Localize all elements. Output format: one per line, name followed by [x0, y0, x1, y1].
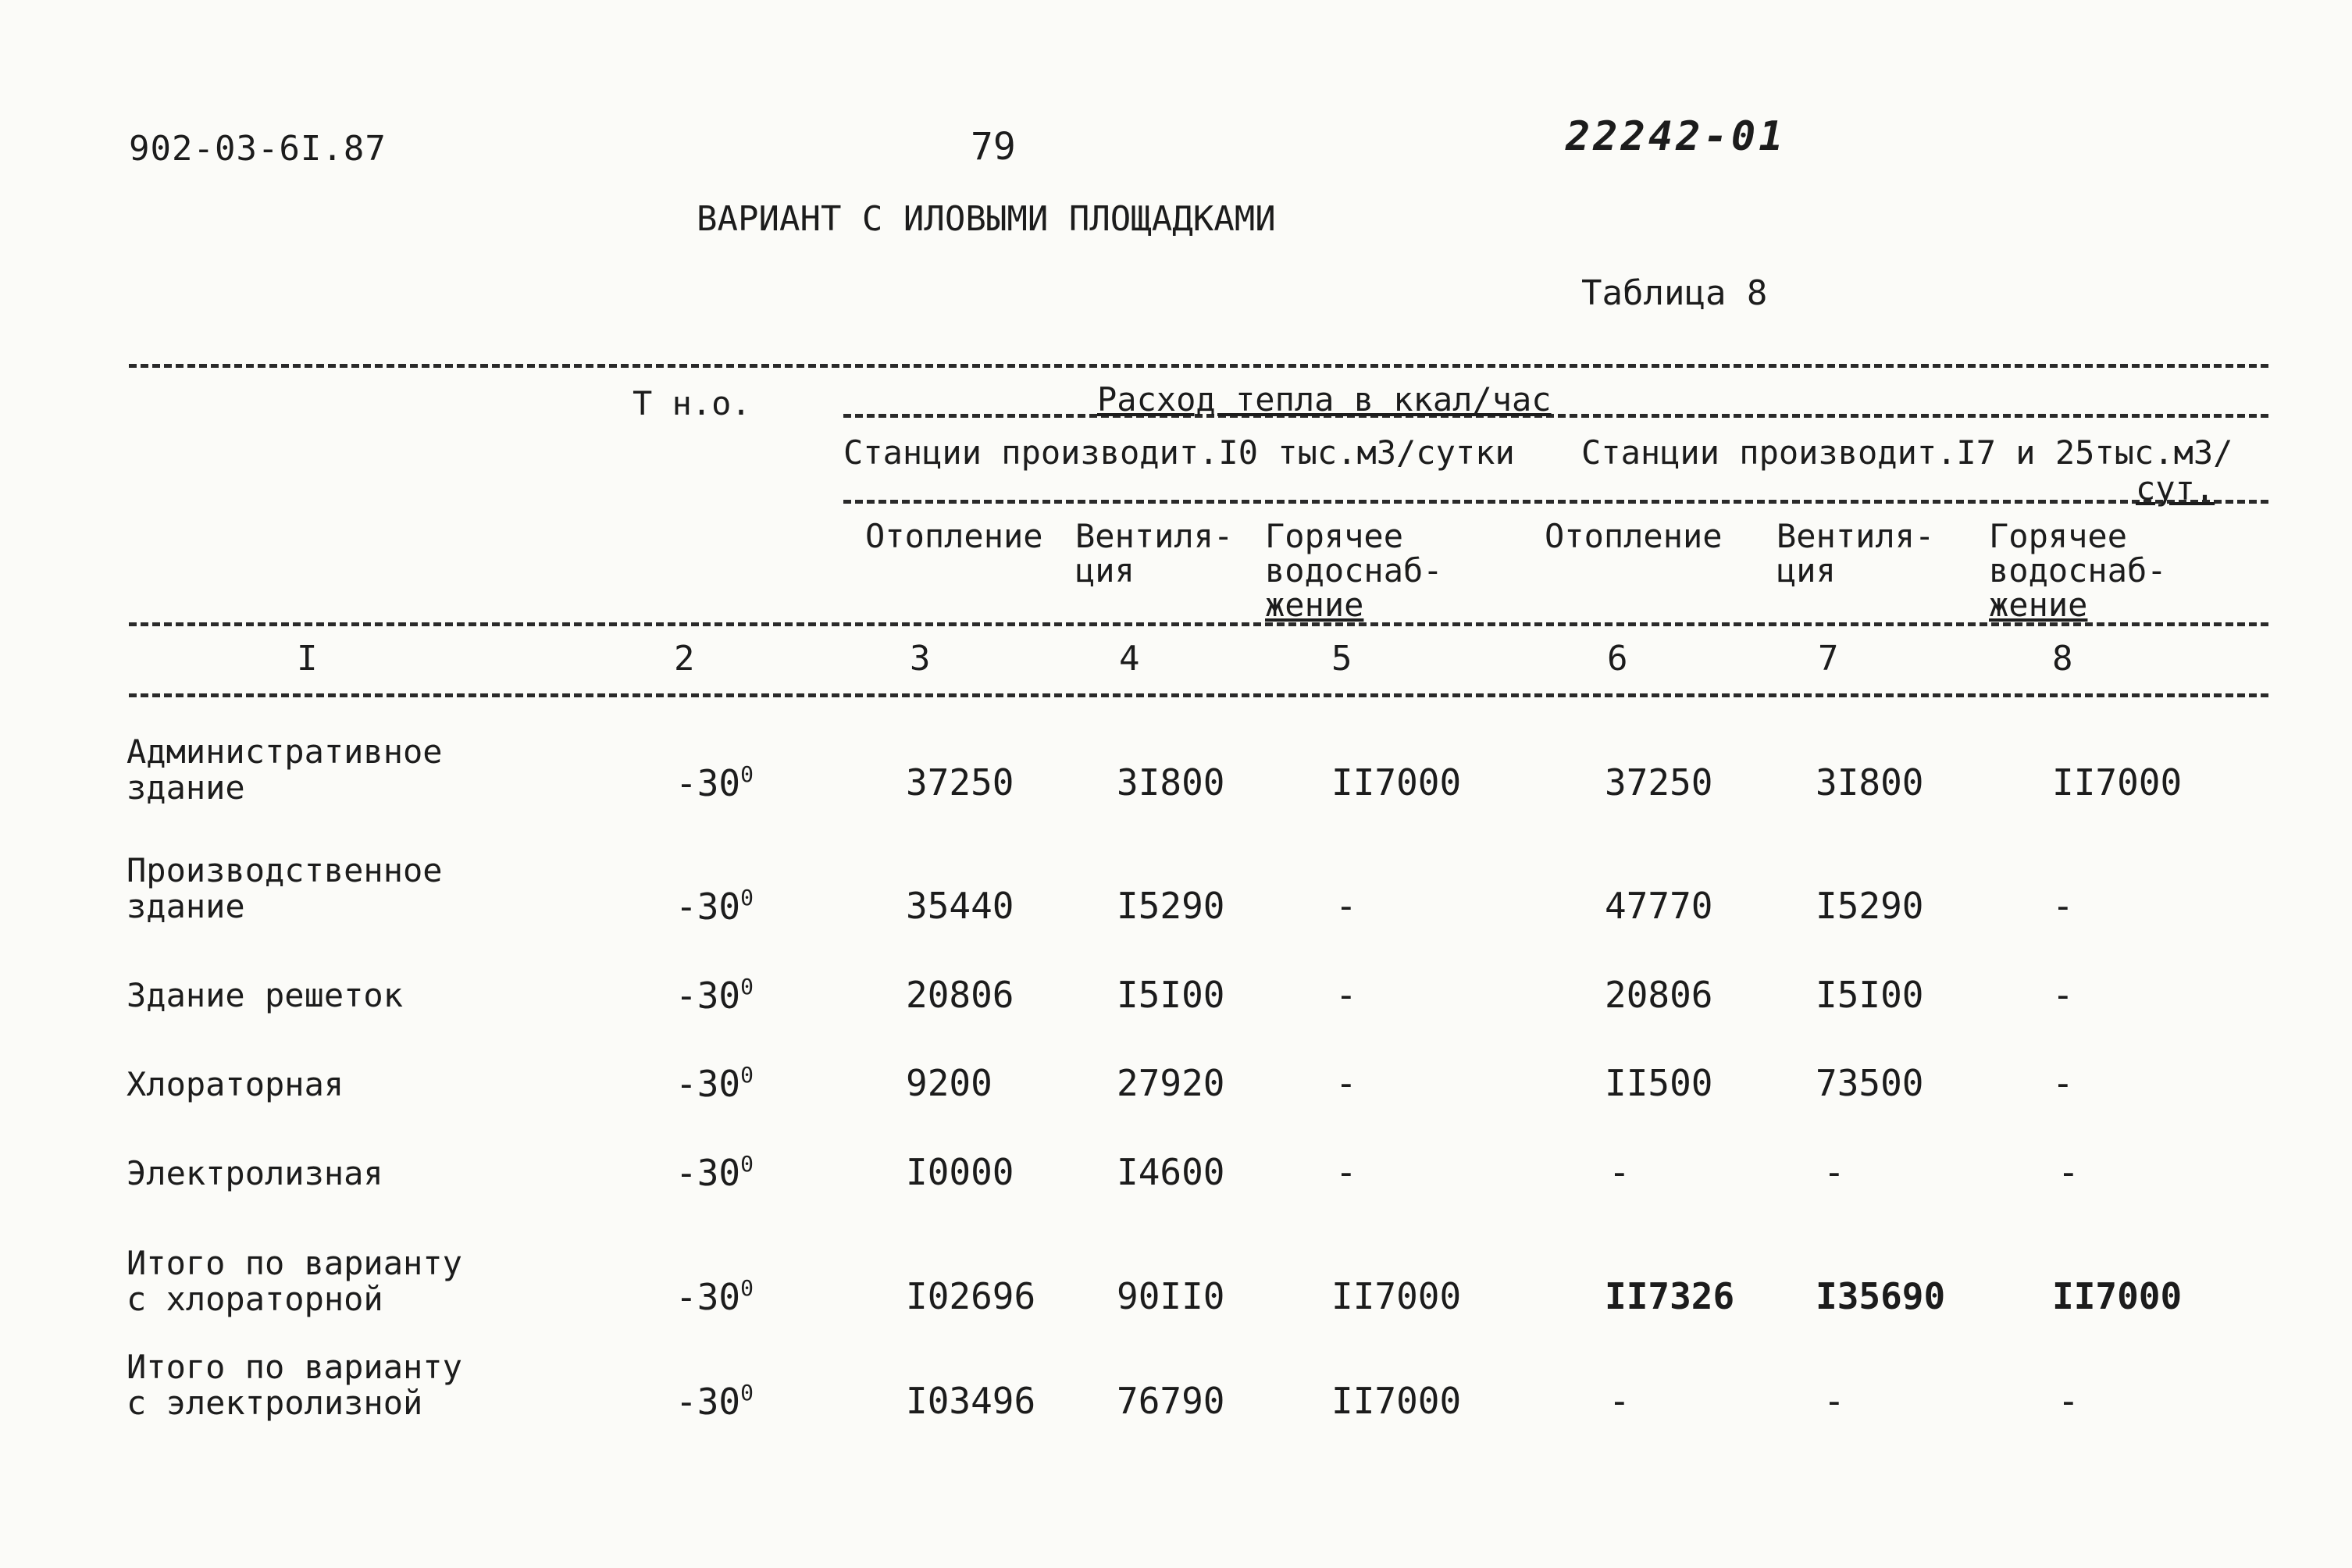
row-total-electrolysis-c5: II7000 — [1331, 1380, 1462, 1422]
row-total-electrolysis-c8: - — [2058, 1380, 2079, 1422]
row-chlorination-c7: 73500 — [1816, 1062, 1924, 1104]
station-10k-header: Станции производит.I0 тыс.м3/сутки — [843, 433, 1515, 472]
row-admin-c5: II7000 — [1331, 761, 1462, 804]
row-electrolysis-temp — [675, 1151, 754, 1194]
row-screens-c8: - — [2052, 974, 2074, 1016]
row-total-chlorination-c7: I35690 — [1816, 1275, 1946, 1317]
row-total-chlorination-c4: 90II0 — [1117, 1275, 1225, 1317]
temp-value: -30 — [675, 886, 741, 928]
row-screens-c5: - — [1335, 974, 1357, 1016]
row-total-electrolysis-temp — [675, 1380, 754, 1423]
hot-water-header-2 — [1989, 519, 2167, 622]
row-label-admin-line1: Административное — [127, 732, 443, 771]
row-production-c7: I5290 — [1816, 885, 1924, 927]
station-17-25k-header: Станции производит.I7 и 25тыс.м3/ — [1581, 433, 2233, 472]
row-chlorination-c6: II500 — [1605, 1062, 1713, 1104]
document-code: 902-03-6I.87 — [129, 129, 387, 169]
row-admin-c3: 37250 — [906, 761, 1014, 804]
temp-value: -30 — [675, 1276, 741, 1318]
table-label: Таблица 8 — [1581, 273, 1768, 313]
row-label-production-line2: здание — [127, 887, 245, 925]
row-electrolysis-c3: I0000 — [906, 1151, 1014, 1193]
row-electrolysis-c6: - — [1609, 1151, 1630, 1193]
row-total-chlorination-temp — [675, 1275, 754, 1318]
ventilation-header-1-line2: ция — [1075, 551, 1135, 590]
column-number-1: I — [297, 639, 318, 679]
degree-mark: 0 — [740, 1380, 754, 1406]
row-label-total-chlorination — [127, 1245, 462, 1317]
degree-mark: 0 — [740, 761, 754, 787]
table-top-rule — [129, 364, 2268, 368]
station-17-25k-header-cont: сут. — [2136, 469, 2215, 508]
row-label-production — [127, 853, 443, 925]
row-label-total-electrolysis-line2: с электролизной — [127, 1384, 423, 1422]
station-header-rule — [843, 500, 2268, 504]
temperature-column-header: Т н.о. — [633, 384, 751, 422]
column-number-6: 6 — [1607, 639, 1628, 679]
row-total-electrolysis-c6: - — [1609, 1380, 1630, 1422]
ventilation-header-1-line1: Вентиля- — [1075, 517, 1234, 555]
row-chlorination-temp — [675, 1062, 754, 1105]
column-number-3: 3 — [910, 639, 931, 679]
column-number-7: 7 — [1818, 639, 1839, 679]
row-screens-temp — [675, 974, 754, 1017]
hot-water-header-2-line1: Горячее — [1989, 517, 2128, 555]
row-production-temp — [675, 885, 754, 928]
page-number: 79 — [971, 125, 1016, 169]
degree-mark: 0 — [740, 1062, 754, 1088]
heating-header-1: Отопление — [865, 517, 1043, 555]
row-total-electrolysis-c3: I03496 — [906, 1380, 1036, 1422]
row-electrolysis-c5: - — [1335, 1151, 1357, 1193]
row-total-chlorination-c5: II7000 — [1331, 1275, 1462, 1317]
hot-water-header-1 — [1265, 519, 1443, 622]
ventilation-header-1 — [1075, 519, 1233, 588]
row-chlorination-c8: - — [2052, 1062, 2074, 1104]
row-admin-c6: 37250 — [1605, 761, 1713, 804]
row-chlorination-c3: 9200 — [906, 1062, 992, 1104]
row-label-screens: Здание решеток — [127, 976, 404, 1014]
row-label-total-chlorination-line2: с хлораторной — [127, 1280, 383, 1318]
row-production-c4: I5290 — [1117, 885, 1225, 927]
ventilation-header-2 — [1776, 519, 1934, 588]
row-production-c5: - — [1335, 885, 1357, 927]
row-total-chlorination-c3: I02696 — [906, 1275, 1036, 1317]
row-production-c6: 47770 — [1605, 885, 1713, 927]
degree-mark: 0 — [740, 885, 754, 911]
subheader-rule — [129, 622, 2268, 626]
row-chlorination-c5: - — [1335, 1062, 1357, 1104]
row-label-total-chlorination-line1: Итого по варианту — [127, 1244, 462, 1282]
heating-header-2: Отопление — [1545, 517, 1723, 555]
row-production-c8: - — [2052, 885, 2074, 927]
page-title: ВАРИАНТ С ИЛОВЫМИ ПЛОЩАДКАМИ — [697, 199, 1276, 239]
row-electrolysis-c7: - — [1823, 1151, 1845, 1193]
heat-consumption-header: Расход тепла в ккал/час — [1097, 380, 1552, 419]
hot-water-header-1-line3: жение — [1265, 586, 1364, 624]
hot-water-header-2-line2: водоснаб- — [1989, 551, 2167, 590]
row-admin-temp — [675, 761, 754, 804]
row-admin-c4: 3I800 — [1117, 761, 1225, 804]
row-label-production-line1: Производственное — [127, 851, 443, 889]
row-label-total-electrolysis — [127, 1349, 462, 1421]
temp-value: -30 — [675, 762, 741, 804]
temp-value: -30 — [675, 1063, 741, 1105]
row-chlorination-c4: 27920 — [1117, 1062, 1225, 1104]
ventilation-header-2-line1: Вентиля- — [1776, 517, 1935, 555]
hot-water-header-2-line3: жение — [1989, 586, 2088, 624]
row-total-electrolysis-c4: 76790 — [1117, 1380, 1225, 1422]
hot-water-header-1-line2: водоснаб- — [1265, 551, 1443, 590]
row-admin-c7: 3I800 — [1816, 761, 1924, 804]
temp-value: -30 — [675, 1381, 741, 1423]
row-label-chlorination: Хлораторная — [127, 1065, 344, 1103]
row-label-electrolysis: Электролизная — [127, 1154, 383, 1192]
row-screens-c4: I5I00 — [1117, 974, 1225, 1016]
column-numbers-rule — [129, 693, 2268, 697]
column-number-8: 8 — [2052, 639, 2073, 679]
handwritten-mark: 22242-01 — [1566, 113, 1787, 160]
temp-value: -30 — [675, 975, 741, 1017]
hot-water-header-1-line1: Горячее — [1265, 517, 1404, 555]
degree-mark: 0 — [740, 974, 754, 1000]
column-number-4: 4 — [1119, 639, 1140, 679]
row-label-admin — [127, 734, 443, 806]
row-label-admin-line2: здание — [127, 768, 245, 807]
column-number-2: 2 — [674, 639, 695, 679]
temp-value: -30 — [675, 1152, 741, 1194]
degree-mark: 0 — [740, 1275, 754, 1301]
row-label-total-electrolysis-line1: Итого по варианту — [127, 1348, 462, 1386]
ventilation-header-2-line2: ция — [1776, 551, 1836, 590]
row-total-chlorination-c6: II7326 — [1605, 1275, 1735, 1317]
row-screens-c6: 20806 — [1605, 974, 1713, 1016]
row-screens-c3: 20806 — [906, 974, 1014, 1016]
group-header-rule — [843, 414, 2268, 418]
row-electrolysis-c4: I4600 — [1117, 1151, 1225, 1193]
row-total-chlorination-c8: II7000 — [2052, 1275, 2183, 1317]
column-number-5: 5 — [1331, 639, 1352, 679]
row-electrolysis-c8: - — [2058, 1151, 2079, 1193]
row-admin-c8: II7000 — [2052, 761, 2183, 804]
row-production-c3: 35440 — [906, 885, 1014, 927]
row-screens-c7: I5I00 — [1816, 974, 1924, 1016]
degree-mark: 0 — [740, 1151, 754, 1177]
row-total-electrolysis-c7: - — [1823, 1380, 1845, 1422]
